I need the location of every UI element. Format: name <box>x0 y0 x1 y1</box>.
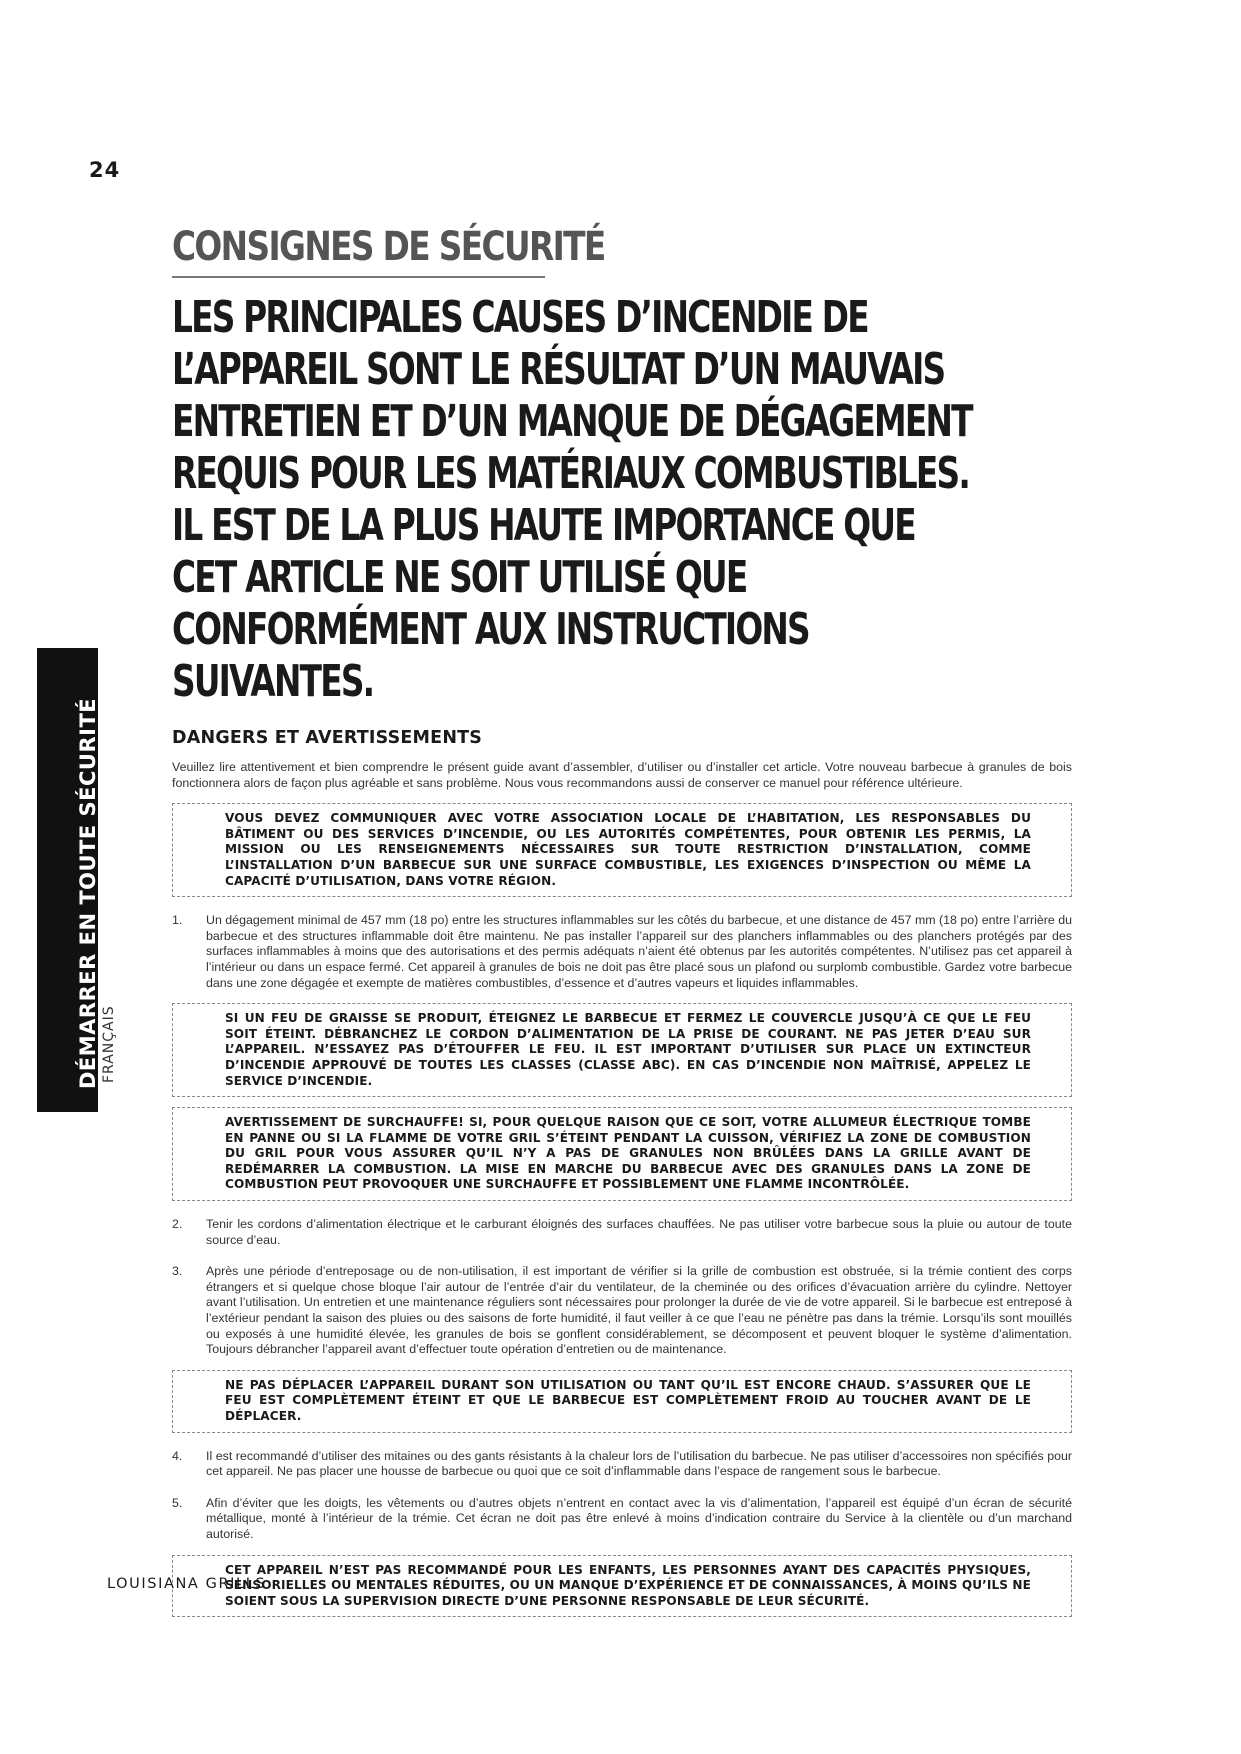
footer-brand: LOUISIANA GRILLS <box>107 1576 267 1592</box>
list-item-number: 4. <box>172 1448 183 1463</box>
list-item <box>172 1264 1072 1358</box>
list-item-number: 5. <box>172 1495 183 1510</box>
warning-box: SI UN FEU DE GRAISSE SE PRODUIT, ÉTEIGNEZ LE BARBECUE ET FERMEZ LE COUVERCLE JUSQU’À CE QUE LE FEU SOIT ÉTEINT. DÉBRANCHEZ LE CORDON D’ALIMENTATION DE LA PRISE DE COURANT. NE PAS JETER D’EAU SUR L’APPAREIL. N’ESSAYEZ PAS D’ÉTOUFFER LE FEU. IL EST IMPORTANT D’UTILISER SUR PLACE UN EXTINCTEUR D’INCENDIE APPROUVÉ DE TOUTES LES CLASSES (CLASSE ABC). EN CAS D’INCENDIE NON MAÎTRISÉ, APPELEZ LE SERVICE D’INCENDIE. <box>172 1003 1072 1097</box>
list-item <box>172 913 1072 991</box>
list-item <box>172 1449 1072 1480</box>
warning-box: AVERTISSEMENT DE SURCHAUFFE! SI, POUR QUELQUE RAISON QUE CE SOIT, VOTRE ALLUMEUR ÉLECTRIQUE TOMBE EN PANNE OU SI LA FLAMME DE VOTRE GRIL S’ÉTEINT PENDANT LA CUISSON, VÉRIFIEZ LA ZONE DE COMBUSTION DU GRIL POUR VOUS ASSURER QU’IL N’Y A PAS DE GRANULES NON BRÛLÉES DANS LA GRILLE AVANT DE REDÉMARRER LA COMBUSTION. LA MISE EN MARCHE DU BARBECUE AVEC DES GRANULES DANS LA ZONE DE COMBUSTION PEUT PROVOQUER UNE SURCHAUFFE ET POSSIBLEMENT UNE FLAMME INCONTRÔLÉE. <box>172 1107 1072 1201</box>
side-tab-label: DÉMARRER EN TOUTE SÉCURITÉ <box>76 697 100 1089</box>
section-title: CONSIGNES DE SÉCURITÉ <box>172 224 605 270</box>
list-item <box>172 1496 1072 1543</box>
dangers-heading: DANGERS ET AVERTISSEMENTS <box>172 728 483 748</box>
list-item-number: 1. <box>172 913 183 928</box>
list-item <box>172 1217 1072 1248</box>
main-content <box>172 218 1072 1617</box>
warning-box: CET APPAREIL N’EST PAS RECOMMANDÉ POUR LES ENFANTS, LES PERSONNES AYANT DES CAPACITÉS PHYSIQUES, SENSORIELLES OU MENTALES RÉDUITES, OU UN MANQUE D’EXPÉRIENCE ET DE CONNAISSANCES, À MOINS QU’ILS NE SOIENT SOUS LA SUPERVISION DIRECTE D’UNE PERSONNE RESPONSABLE DE LEUR SÉCURITÉ. <box>172 1555 1072 1618</box>
warning-box: NE PAS DÉPLACER L’APPAREIL DURANT SON UTILISATION OU TANT QU’IL EST ENCORE CHAUD. S’ASSURER QUE LE FEU EST COMPLÈTEMENT ÉTEINT ET QUE LE BARBECUE EST COMPLÈTEMENT FROID AU TOUCHER AVANT DE LE DÉPLACER. <box>172 1370 1072 1433</box>
list-item-text: Un dégagement minimal de 457 mm (18 po) entre les structures inflammables sur les côtés du barbecue, et une distance de 457 mm (18 po) entre l’arrière du barbecue et des structures inflammable doit être maintenu. Ne pas installer l’appareil sur des planchers inflammables ou des planchers protégés par des surfaces inflammables à moins que des autorisations et des permis adéquats n’aient été obtenus par les autorités compétentes. N’utilisez pas cet appareil à l’intérieur ou dans un espace fermé. Cet appareil à granules de bois ne doit pas être placé sous un plafond ou surplomb combustible. Gardez votre barbecue dans une zone dégagée et exempte de matières combustibles, d’essence et d’autres vapeurs et liquides inflammables. <box>206 913 1072 990</box>
list-item-text: Il est recommandé d’utiliser des mitaines ou des gants résistants à la chaleur lors de l’utilisation du barbecue. Ne pas utiliser d’accessoires non spécifiés pour cet appareil. Ne pas placer une housse de barbecue ou quoi que ce soit d’inflammable dans l’espace de rangement sous le barbecue. <box>206 1448 1072 1479</box>
list-item-number: 3. <box>172 1264 183 1279</box>
list-item-text: Afin d’éviter que les doigts, les vêtements ou d’autres objets n’entrent en contact avec la vis d’alimentation, l’appareil est équipé d’un écran de sécurité métallique, monté à l’intérieur de la trémie. Cet écran ne doit pas être enlevé à moins d’indication contraire du Service à la clientèle ou d’un marchand autorisé. <box>206 1495 1072 1541</box>
list-item-text: Tenir les cordons d’alimentation électrique et le carburant éloignés des surfaces chauffées. Ne pas utiliser votre barbecue sous la pluie ou autour de toute source d’eau. <box>206 1217 1072 1247</box>
headline: LES PRINCIPALES CAUSES D’INCENDIE DE L’APPAREIL SONT LE RÉSULTAT D’UN MAUVAIS ENTRETIEN ET D’UN MANQUE DE DÉGAGEMENT REQUIS POUR LES MATÉRIAUX COMBUSTIBLES. IL EST DE LA PLUS HAUTE IMPORTANCE QUE CET ARTICLE NE SOIT UTILISÉ QUE CONFORMÉMENT AUX INSTRUCTIONS SUIVANTES. <box>172 292 972 707</box>
page-number: 24 <box>89 158 121 182</box>
warning-box: VOUS DEVEZ COMMUNIQUER AVEC VOTRE ASSOCIATION LOCALE DE L’HABITATION, LES RESPONSABLES DU BÂTIMENT OU DES SERVICES D’INCENDIE, OU LES AUTORITÉS COMPÉTENTES, POUR OBTENIR LES PERMIS, LA MISSION OU LES RENSEIGNEMENTS NÉCESSAIRES SUR TOUTE RESTRICTION D’INSTALLATION, COMME L’INSTALLATION D’UN BARBECUE SUR UNE SURFACE COMBUSTIBLE, LES EXIGENCES D’INSPECTION OU MÊME LA CAPACITÉ D’UTILISATION, DANS VOTRE RÉGION. <box>172 803 1072 897</box>
list-item-text: Après une période d’entreposage ou de non-utilisation, il est important de vérifier si la grille de combustion est obstruée, si la trémie contient des corps étrangers et si quelque chose bloque l’air autour de l’entrée d’air du ventilateur, de la cheminée ou des orifices d’évacuation arrière du cylindre. Nettoyer avant l’utilisation. Un entretien et une maintenance réguliers sont nécessaires pour prolonger la durée de vie de votre appareil. Si le barbecue est entreposé à l’extérieur pendant la saison des pluies ou des saisons de forte humidité, il faut veiller à ce que l’eau ne pénètre pas dans la trémie. Lorsqu’ils sont mouillés ou exposés à une humidité élevée, les granules de bois se gonflent considérablement, se décomposent et peuvent bloquer le système d’alimentation. Toujours débrancher l’appareil avant d’effectuer toute opération d’entretien ou de maintenance. <box>206 1264 1072 1357</box>
list-item-number: 2. <box>172 1217 183 1232</box>
intro-paragraph: Veuillez lire attentivement et bien comprendre le présent guide avant d’assembler, d’utiliser ou d’installer cet article. Votre nouveau barbecue à granules de bois fonctionnera alors de façon plus agréable et sans problème. Nous vous recommandons aussi de conserver ce manuel pour référence ultérieure. <box>172 760 1072 790</box>
section-title-underline <box>172 276 545 278</box>
language-label: FRANÇAIS <box>101 1005 117 1083</box>
